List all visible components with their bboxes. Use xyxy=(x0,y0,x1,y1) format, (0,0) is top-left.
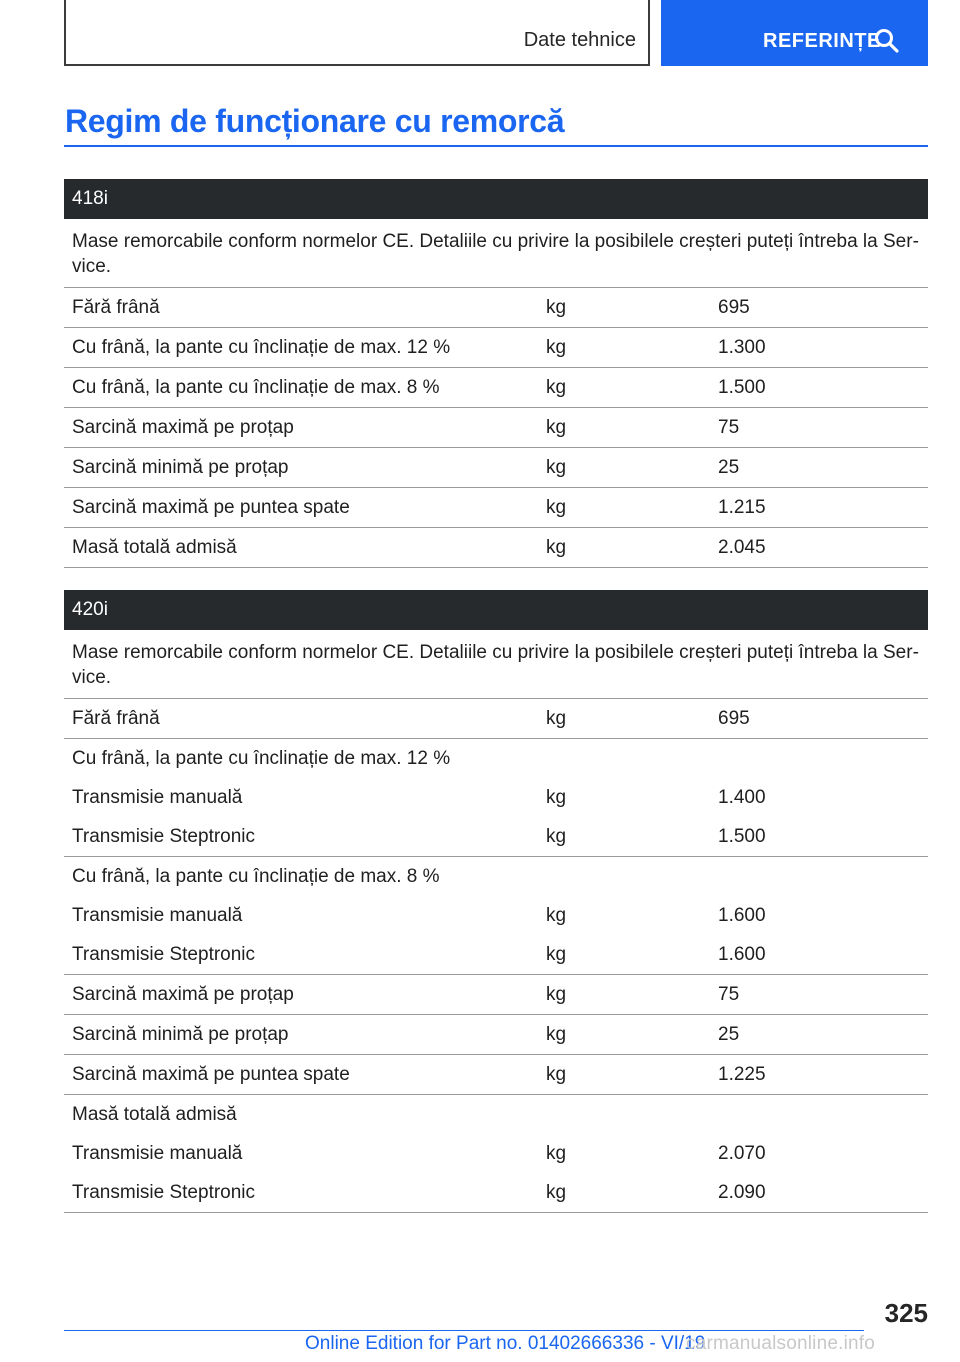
table-row xyxy=(64,288,928,327)
table-row xyxy=(64,1055,928,1094)
row-value: 695 xyxy=(718,296,750,318)
table-row-group xyxy=(64,975,928,1015)
row-unit: kg xyxy=(546,1142,567,1164)
table-row xyxy=(64,1173,928,1212)
row-value: 2.090 xyxy=(718,1181,766,1203)
row-unit: kg xyxy=(546,786,567,808)
row-label: Sarcină maximă pe puntea spate xyxy=(72,1063,350,1085)
table-header: 420i xyxy=(64,590,928,630)
row-label: Sarcină maximă pe proțap xyxy=(72,416,294,438)
table-row-group xyxy=(64,368,928,408)
reference-tab-label: REFERINȚE xyxy=(763,29,881,52)
row-label: Masă totală admisă xyxy=(72,1103,237,1125)
row-value: 1.500 xyxy=(718,376,766,398)
table-row xyxy=(64,488,928,527)
table-header: 418i xyxy=(64,179,928,219)
table-row-group xyxy=(64,328,928,368)
table-row xyxy=(64,1015,928,1054)
row-unit: kg xyxy=(546,336,567,358)
row-label: Cu frână, la pante cu înclinație de max. 12 % xyxy=(72,336,451,358)
page-number: 325 xyxy=(884,1298,928,1328)
row-label: Cu frână, la pante cu înclinație de max. 12 % xyxy=(72,747,451,769)
table-row xyxy=(64,935,928,974)
row-value: 25 xyxy=(718,1023,740,1045)
row-value: 75 xyxy=(718,416,740,438)
page-title: Regim de funcționare cu remorcă xyxy=(65,103,565,139)
row-label: Sarcină minimă pe proțap xyxy=(72,1023,289,1045)
row-value: 1.215 xyxy=(718,496,766,518)
table-418i xyxy=(64,179,928,568)
watermark: carmanualsonline.info xyxy=(686,1333,876,1354)
row-label: Transmisie manuală xyxy=(72,786,243,808)
row-label: Transmisie manuală xyxy=(72,1142,243,1164)
row-value: 1.400 xyxy=(718,786,766,808)
reference-tab[interactable] xyxy=(661,0,928,66)
table-row xyxy=(64,699,928,738)
row-label: Cu frână, la pante cu înclinație de max. 8 % xyxy=(72,376,440,398)
title-divider xyxy=(64,145,928,147)
row-label: Transmisie Steptronic xyxy=(72,1181,256,1203)
page-header xyxy=(64,0,928,66)
row-unit: kg xyxy=(546,536,567,558)
table-row-group xyxy=(64,528,928,568)
row-unit: kg xyxy=(546,943,567,965)
row-unit: kg xyxy=(546,456,567,478)
row-value: 25 xyxy=(718,456,740,478)
table-row xyxy=(64,896,928,935)
row-label: Transmisie Steptronic xyxy=(72,943,256,965)
table-420i xyxy=(64,590,928,1213)
row-unit: kg xyxy=(546,416,567,438)
row-label: Sarcină maximă pe proțap xyxy=(72,983,294,1005)
row-value: 1.500 xyxy=(718,825,766,847)
table-row-group xyxy=(64,488,928,528)
table-row xyxy=(64,857,928,896)
row-unit: kg xyxy=(546,296,567,318)
table-row-group xyxy=(64,699,928,739)
row-value: 2.045 xyxy=(718,536,766,558)
table-row xyxy=(64,368,928,407)
row-value: 1.600 xyxy=(718,943,766,965)
table-row xyxy=(64,817,928,856)
table-row-group xyxy=(64,408,928,448)
row-unit: kg xyxy=(546,496,567,518)
search-icon[interactable] xyxy=(874,28,900,54)
table-row xyxy=(64,1095,928,1134)
table-row-group xyxy=(64,1095,928,1213)
section-tab[interactable] xyxy=(64,0,650,66)
table-row xyxy=(64,1134,928,1173)
row-label: Sarcină maximă pe puntea spate xyxy=(72,496,350,518)
table-row xyxy=(64,975,928,1014)
table-row-group xyxy=(64,288,928,328)
table-row-group xyxy=(64,448,928,488)
row-label: Fără frână xyxy=(72,707,160,729)
row-label: Sarcină minimă pe proțap xyxy=(72,456,289,478)
table-row xyxy=(64,448,928,487)
row-unit: kg xyxy=(546,1023,567,1045)
row-unit: kg xyxy=(546,376,567,398)
edition-text: Online Edition for Part no. 01402666336 - VI/19 xyxy=(305,1333,706,1354)
table-note: Mase remorcabile conform normelor CE. Detaliile cu privire la posibilele creșteri puteți întreba la Ser-vice. xyxy=(64,219,928,288)
row-label: Cu frână, la pante cu înclinație de max. 8 % xyxy=(72,865,440,887)
table-row-group xyxy=(64,857,928,975)
row-label: Transmisie Steptronic xyxy=(72,825,256,847)
table-row xyxy=(64,528,928,567)
table-row xyxy=(64,408,928,447)
table-row-group xyxy=(64,1055,928,1095)
row-value: 1.225 xyxy=(718,1063,766,1085)
row-value: 695 xyxy=(718,707,750,729)
row-unit: kg xyxy=(546,825,567,847)
row-unit: kg xyxy=(546,983,567,1005)
table-row xyxy=(64,739,928,778)
row-label: Masă totală admisă xyxy=(72,536,237,558)
row-unit: kg xyxy=(546,707,567,729)
row-value: 2.070 xyxy=(718,1142,766,1164)
row-value: 1.600 xyxy=(718,904,766,926)
table-row-group xyxy=(64,739,928,857)
row-unit: kg xyxy=(546,904,567,926)
row-value: 1.300 xyxy=(718,336,766,358)
table-note: Mase remorcabile conform normelor CE. Detaliile cu privire la posibilele creșteri puteți întreba la Ser-vice. xyxy=(64,630,928,699)
table-row-group xyxy=(64,1015,928,1055)
row-label: Fără frână xyxy=(72,296,160,318)
row-value: 75 xyxy=(718,983,740,1005)
row-label: Transmisie manuală xyxy=(72,904,243,926)
table-row xyxy=(64,328,928,367)
row-unit: kg xyxy=(546,1181,567,1203)
footer-divider xyxy=(64,1330,864,1331)
row-unit: kg xyxy=(546,1063,567,1085)
table-row xyxy=(64,778,928,817)
section-tab-label: Date tehnice xyxy=(523,29,636,51)
